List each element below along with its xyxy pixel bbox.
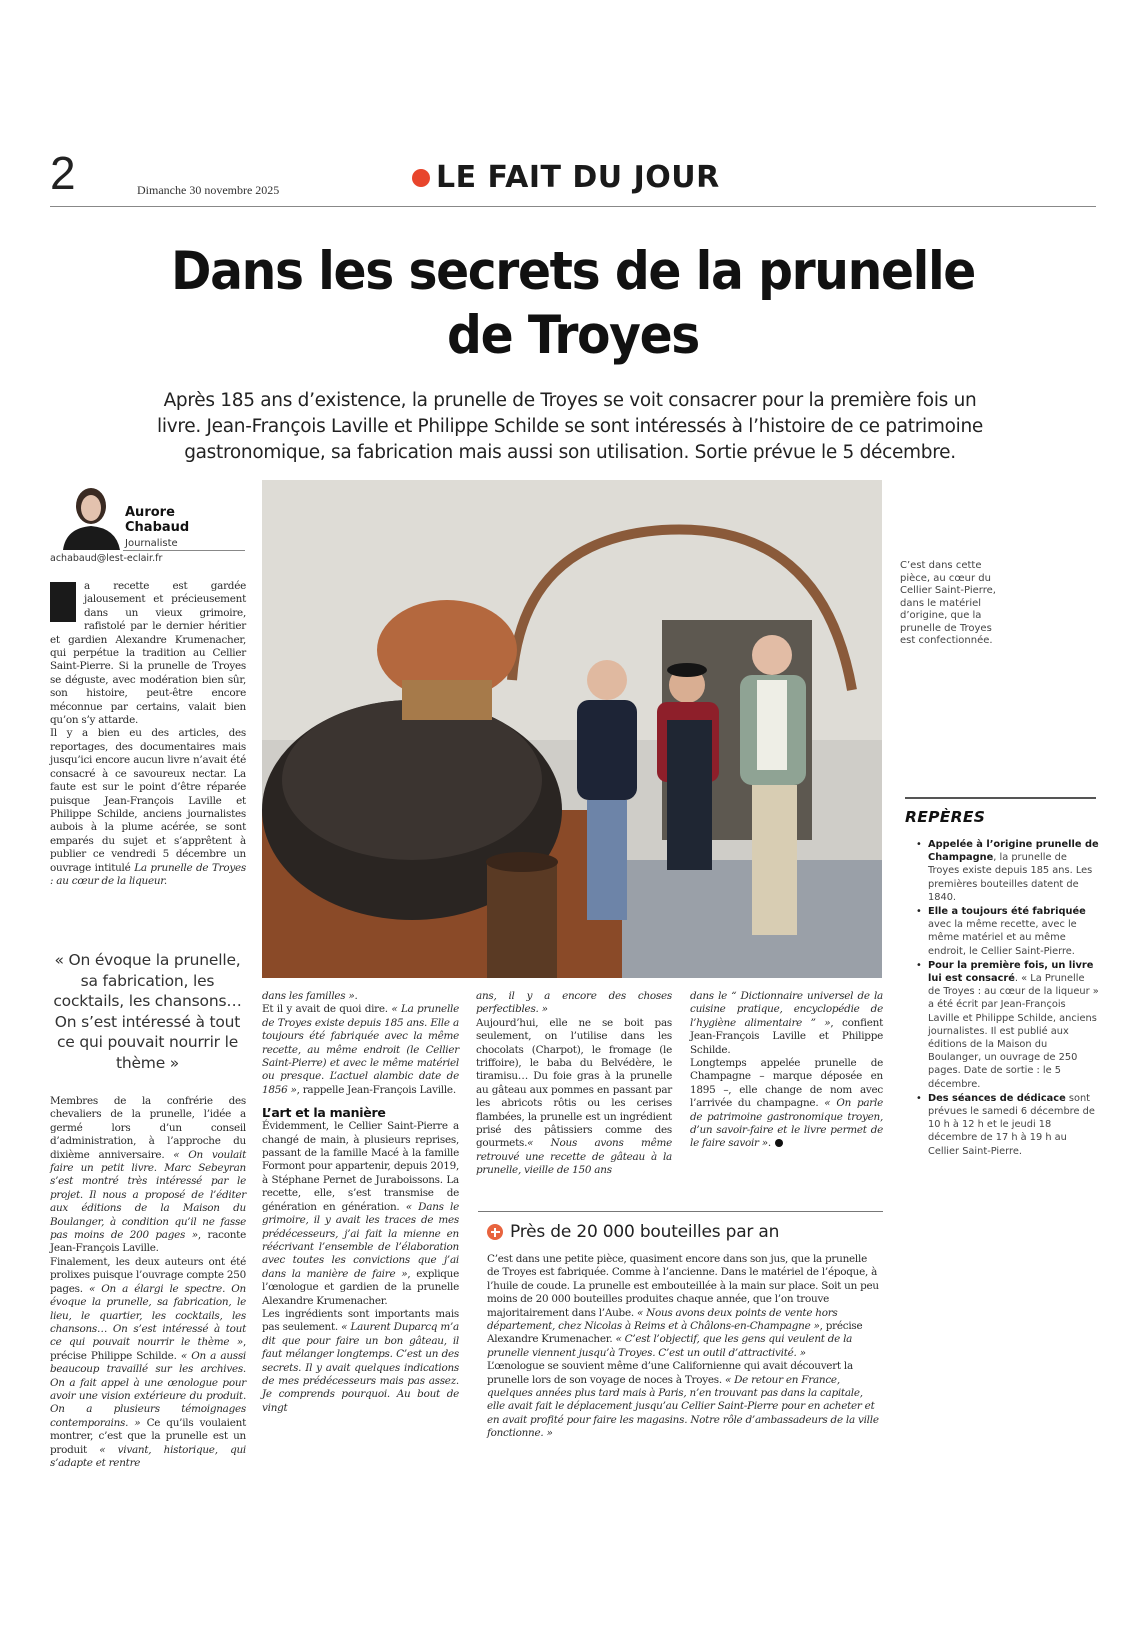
author-avatar <box>58 484 123 550</box>
header-divider <box>50 206 1096 207</box>
quote: « vivant, historique, qui s’adapte et rentre <box>50 1443 246 1469</box>
paragraph: a recette est gardée jalousement et précieusement dans un vieux grimoire, rafistolé par le dernier héritier et gardien Alexandre Krumenacher, qui perpétue la tradition au Cellier Saint-Pierre. Si la prunelle de Troyes se déguste, avec modération bien sûr, son histoire, peut-être encore méconnue par certains, valait bien qu’on s’y attarde. <box>50 580 246 727</box>
author-last-name: Chabaud <box>125 520 190 535</box>
paragraph: , explique l’œnologue et gardien de la prunelle Alexandre Krumenacher. <box>262 1267 460 1307</box>
box-heading <box>487 1222 779 1242</box>
reperes-item-lead: Appelée à l’origine prunelle de Champagne <box>928 839 1099 864</box>
paragraph: Membres de la confrérie des chevaliers de la prunelle, l’idée a germé lors d’un conseil d’administration, à l’approche du dixième anniversaire. <box>50 1095 246 1161</box>
article-column-3 <box>476 990 672 1178</box>
paragraph: Les ingrédients sont importants mais pas seulement. <box>262 1307 459 1334</box>
box-body <box>487 1253 879 1441</box>
reperes-item <box>914 905 1099 958</box>
reperes-item-lead: Elle a toujours été fabriquée <box>928 906 1086 918</box>
rubric-label: LE FAIT DU JOUR <box>436 160 720 195</box>
reperes-item <box>914 1092 1099 1158</box>
quote: ans, il y a encore des choses perfectibles. » <box>476 990 672 1016</box>
paragraph: Évidemment, le Cellier Saint-Pierre a changé de main, à plusieurs reprises, passant de la famille Macé à la famille Formont pour appartenir, depuis 2019, à Stéphane Pernet de Juraboissons. La recette, elle, s’est transmise de génération en génération. <box>262 1120 459 1213</box>
quote: « On a aussi beaucoup travaillé sur les archives. On a fait appel à une œnologue pour avoir une vision extérieure du produit. On a plusieurs témoignages contemporains. » <box>50 1349 246 1429</box>
dropcap-l <box>50 582 76 622</box>
reperes-list <box>914 838 1099 1159</box>
punctuation: . <box>767 1137 771 1150</box>
article-column-4 <box>690 990 883 1151</box>
book-title: La prunelle de Troyes : au cœur de la liqueur. <box>50 861 246 887</box>
pull-quote: « On évoque la prunelle, sa fabrication, les cocktails, les chansons… On s’est intéressé à tout ce qui pouvait nourrir le thème » <box>53 951 242 1072</box>
reperes-item-lead: Des séances de dédicace <box>928 1092 1066 1104</box>
box-title: Près de 20 000 bouteilles par an <box>510 1222 780 1242</box>
paragraph: , raconte Jean-François Laville. <box>50 1229 246 1255</box>
headline-line-1: Dans les secrets de la prunelle <box>170 241 975 302</box>
headline-line-2: de Troyes <box>447 305 699 366</box>
section-rubric <box>412 160 720 195</box>
paragraph: , précise Alexandre Krumenacher. <box>487 1320 863 1346</box>
quote: « On voulait faire un petit livre. Marc Sebeyran s’est montré très intéressé par le projet. Il nous a proposé de l’éditer aux éditions de la Maison du Boulanger, à condition qu’il ne fasse pas moins de 200 pages » <box>50 1148 246 1242</box>
paragraph: L’œnologue se souvient même d’une Californienne qui avait découvert la prunelle lors de son voyage de noces à Troyes. <box>487 1360 853 1386</box>
author-name <box>125 505 189 535</box>
reperes-item-lead: Pour la première fois, un livre lui est consacré <box>928 959 1094 985</box>
paragraph: Ce qu’ils voulaient montrer, c’est que la prunelle est un produit <box>50 1416 247 1456</box>
quote: « Dans le grimoire, il y avait les traces de mes prédécesseurs, j’ai fait la mienne en réécrivant l’ensemble de l’élaboration avec toutes les convictions que j’ai dans la manière de faire » <box>262 1200 459 1280</box>
page-number: 2 <box>50 147 76 199</box>
plus-icon <box>487 1224 503 1240</box>
quote: « C’est l’objectif, que les gens qui veulent de la prunelle viennent jusqu’à Troyes. C’est un outil d’attractivité. » <box>487 1333 853 1359</box>
reperes-title: REPÈRES <box>905 808 986 826</box>
paragraph: Aujourd’hui, elle ne se boit pas seulement, on l’utilise dans les chocolats (Charpot), le fromage (le triffoire), le baba du Belvédère, le tiramisu… Du foie gras à la prunelle au gâteau aux pommes en passant par les abricots rôtis ou les cerises flambées, la prunelle est un ingrédient prisé des pâtissiers comme des gourmets. <box>476 1016 672 1150</box>
quote: « Nous avons même retrouvé une recette de gâteau à la prunelle, vieille de 150 ans <box>476 1137 672 1177</box>
quote: « On parle de patrimoine gastronomique troyen, d’un savoir-faire et le livre permet de le faire savoir » <box>690 1097 883 1150</box>
paragraph: Et il y avait de quoi dire. <box>262 1003 392 1016</box>
reperes-item <box>914 838 1099 904</box>
paragraph: , rappelle Jean-François Laville. <box>296 1083 456 1096</box>
quote: « De retour en France, quelques années plus tard mais à Paris, n’en trouvant pas dans la capitale, elle avait fait le déplacement jusqu’au Cellier Saint-Pierre pour en acheter et en avait profité pour faire les magasins. Notre rôle d’ambassadeurs de la ville fonctionne. » <box>487 1373 879 1440</box>
quote: « On a élargi le spectre. On évoque la prunelle, sa fabrication, le lieu, le quartier, les cocktails, les chansons… On s’est intéressé à tout ce qui pouvait nourrir le thème » <box>50 1282 247 1349</box>
reperes-item-text: avec la même recette, avec le même matériel et au même endroit, le Cellier Saint-Pierre. <box>928 919 1077 957</box>
quote: dans le “ Dictionnaire universel de la cuisine pratique, encyclopédie de l’hygiène alimentaire ” » <box>690 990 883 1029</box>
photo-caption: C’est dans cette pièce, au cœur du Cellier Saint-Pierre, dans le matériel d’origine, que la prunelle de Troyes est confectionnée. <box>900 560 996 646</box>
paragraph: C’est dans une petite pièce, quasiment encore dans son jus, que la prunelle de Troyes est fabriquée. Comme à l’ancienne. Dans le matériel de l’époque, à l’huile de coude. La prunelle est embouteillée à la main sur place. Soit un peu moins de 20 000 bouteilles produites chaque année, que l’on trouve majoritairement dans l’Aube. <box>487 1253 879 1319</box>
author-first-name: Aurore <box>125 505 175 520</box>
paragraph: Finalement, les deux auteurs ont été prolixes puisque l’ouvrage compte 250 pages. <box>50 1255 246 1295</box>
rubric-dot-icon <box>412 169 430 187</box>
distillery-photo-illustration <box>262 480 882 978</box>
box-divider <box>478 1211 883 1212</box>
issue-date: Dimanche 30 novembre 2025 <box>137 183 280 197</box>
reperes-item-text: , la prunelle de Troyes existe depuis 185 ans. Les premières bouteilles datent de 1840. <box>928 852 1093 903</box>
reperes-divider <box>905 797 1096 799</box>
end-of-article-icon <box>775 1139 783 1147</box>
reperes-item-text: sont prévues le samedi 6 décembre de 10 h à 12 h et le jeudi 18 décembre de 17 h à 19 h au Cellier Saint-Pierre. <box>928 1092 1095 1157</box>
author-email: achabaud@lest-eclair.fr <box>50 553 163 564</box>
paragraph: , précise Philippe Schilde. <box>50 1336 246 1362</box>
quote: « La prunelle de Troyes existe depuis 185 ans. Elle a toujours été fabriquée avec la même recette, au même endroit (le Cellier Saint-Pierre) et avec le même matériel ou presque. L’actuel alambic date de 1856 » <box>262 1003 459 1096</box>
article-photo <box>262 480 882 978</box>
quote: « Nous avons deux points de vente hors département, chez Nicolas à Reims et à Châlons-en-Champagne » <box>487 1306 838 1333</box>
article-column-1-top <box>50 580 246 888</box>
quote: « Laurent Duparcq m’a dit que pour faire un bon gâteau, il faut mélanger longtemps. C’est un des secrets. Il y avait quelques indications de mes prédécesseurs mais pas assez. Je comprends pourquoi. Au bout de vingt <box>262 1321 459 1414</box>
article-column-1-bottom <box>50 1095 246 1470</box>
reperes-item <box>914 959 1099 1091</box>
headline <box>101 240 1045 368</box>
article-column-2 <box>262 990 459 1415</box>
standfirst: Après 185 ans d’existence, la prunelle de Troyes se voit consacrer pour la première fois un livre. Jean-François Laville et Philippe Schilde se sont intéressés à l’histoire de ce patrimoine gastronomique, sa fabrication mais aussi son utilisation. Sortie prévue le 5 décembre. <box>157 390 983 463</box>
author-role: Journaliste <box>125 538 178 549</box>
subheading: L’art et la manière <box>262 1105 386 1121</box>
paragraph: Longtemps appelée prunelle de Champagne – marque déposée en 1895 –, elle change de nom avec l’arrivée du champagne. <box>690 1057 883 1110</box>
paragraph: Il y a bien eu des articles, des reportages, des documentaires mais jusqu’ici encore aucun livre n’avait été consacré à ce savoureux nectar. La faute est sur le point d’être réparée puisque Jean-François Laville et Philippe Schilde, anciens journalistes aubois à la plume acérée, se sont emparés du sujet et s’apprêtent à publier ce vendredi 5 décembre un ouvrage intitulé <box>50 727 246 874</box>
author-divider <box>123 550 245 551</box>
punctuation: . <box>354 990 358 1002</box>
paragraph: , confient Jean-François Laville et Philippe Schilde. <box>690 1016 884 1056</box>
reperes-item-text: . « La Prunelle de Troyes : au cœur de la liqueur » a été écrit par Jean-François Laville et Philippe Schilde, anciens journalistes. Il est publié aux éditions de la Maison du Boulanger, un ouvrage de 250 pages. Date de sortie : le 5 décembre. <box>928 973 1099 1090</box>
quote: dans les familles » <box>262 990 355 1002</box>
